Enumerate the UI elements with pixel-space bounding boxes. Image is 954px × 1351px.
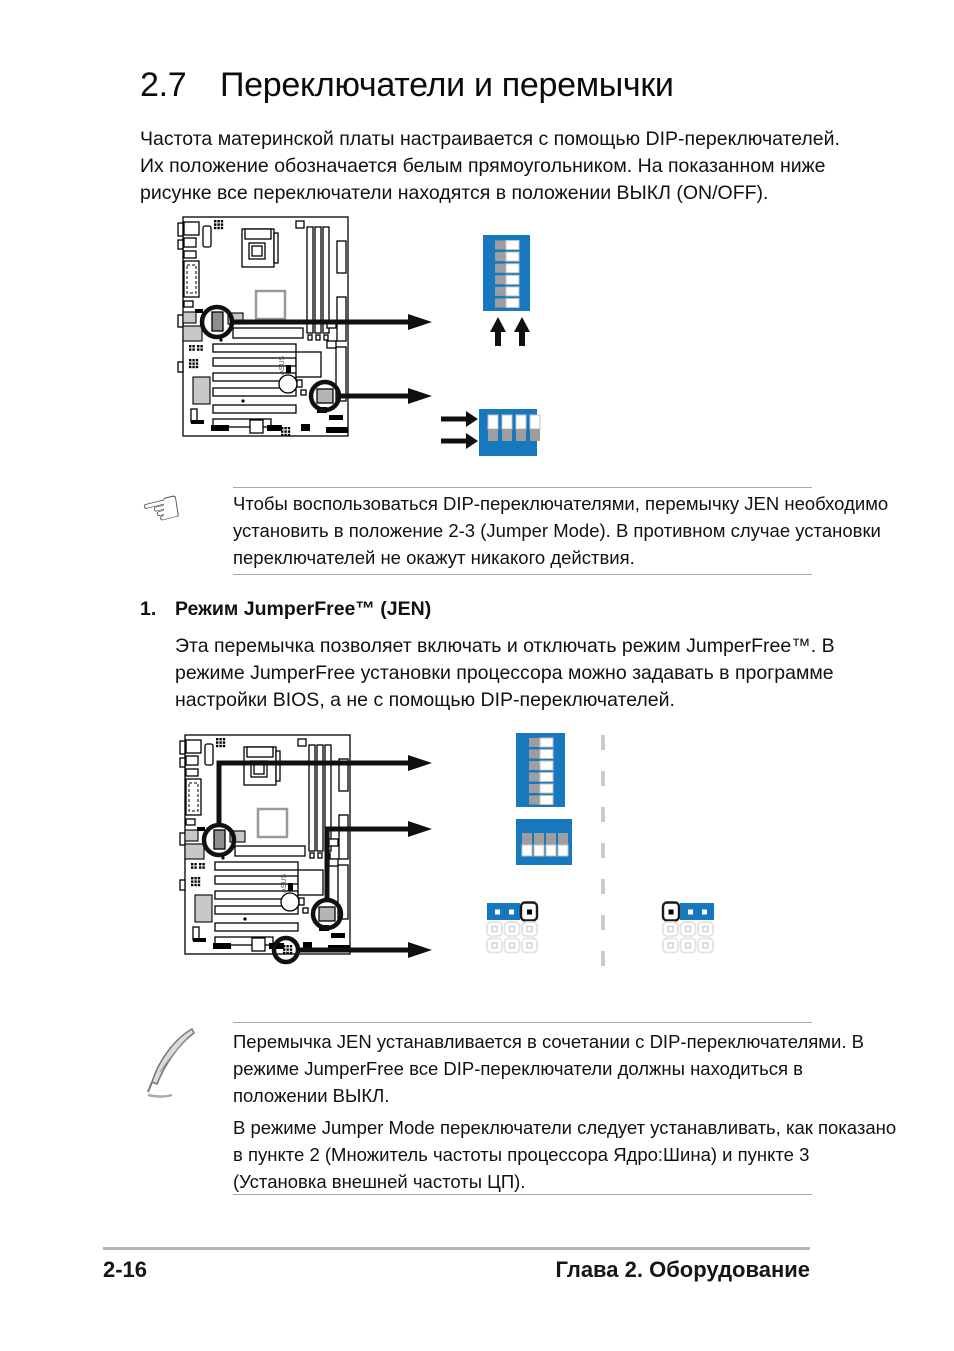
note-line: (Установка внешней частоты ЦП). [233,1171,526,1192]
body-line: Эта перемычка позволяет включать и отключать режим JumperFree™. В [175,635,835,657]
pointing-hand-icon: ☞ [135,478,188,540]
footer-chapter: Глава 2. Оборудование [555,1257,810,1282]
footer-page-number: 2-16 [103,1257,148,1282]
section-number: 2.7 [140,66,187,104]
right-arrow-icon [441,433,478,449]
note-rule [233,487,812,488]
note-line: Чтобы воспользоваться DIP-переключателями, перемычку JEN необходимо [233,493,889,514]
note-rule [233,574,812,575]
arrowhead [408,942,432,958]
quill-icon [146,1026,206,1100]
figure-dip-switch-locations: ASUS [0,215,954,470]
arrowhead [408,821,432,837]
jumper-pin-grid [487,922,537,953]
dip-switch-block-4 [479,409,540,456]
figure-jen-jumper [0,725,954,990]
arrowhead [408,314,432,330]
note-jen-combination [233,1028,864,1109]
intro-line: Частота материнской платы настраивается с помощью DIP-переключателей. [140,128,840,150]
jumper-setting-pins-1-2 [487,903,537,953]
note-line: переключателей не окажут никакого действия. [233,547,635,568]
footer-rule [103,1247,810,1250]
page-title [140,66,674,105]
section-title: Переключатели и перемычки [220,66,674,104]
intro-line: рисунке все переключатели находятся в положении ВЫКЛ (ON/OFF). [140,182,769,204]
arrowhead [408,388,432,404]
jumper-pin-grid [663,922,713,953]
body-line: настройки BIOS, а не с помощью DIP-переключателей. [175,689,675,711]
note-line: В режиме Jumper Mode переключатели следует устанавливать, как показано [233,1117,897,1138]
note-rule [233,1194,812,1195]
item1-body [175,633,835,714]
item1-number: 1. [140,598,157,620]
note-jumper-mode-settings [233,1114,896,1195]
up-arrow-icon [490,317,506,346]
dip-switch-block-4 [516,819,572,865]
note-jumper-mode [233,490,888,571]
note-line: установить в положение 2-3 (Jumper Mode). В противном случае установки [233,520,881,541]
body-line: режиме JumperFree установки процессора можно задавать в программе [175,662,834,684]
intro-paragraph [140,126,840,207]
dip-switch-block-6 [483,235,530,311]
up-arrow-icon [514,317,530,346]
item1-title: Режим JumperFree™ (JEN) [175,598,432,620]
note-line: в пункте 2 (Множитель частоты процессора Ядро:Шина) и пункте 3 [233,1144,810,1165]
note-line: положении ВЫКЛ. [233,1085,390,1106]
jumper-setting-pins-2-3 [663,903,714,953]
item1-heading [140,598,431,621]
arrowhead [408,755,432,771]
note-line: Перемычка JEN устанавливается в сочетании с DIP-переключателями. В [233,1031,864,1052]
note-rule [233,1022,812,1023]
intro-line: Их положение обозначается белым прямоугольником. На показанном ниже [140,155,826,177]
dip-switch-block-6 [516,733,565,807]
note-line: режиме JumperFree все DIP-переключатели должны находиться в [233,1058,803,1079]
right-arrow-icon [441,411,478,427]
